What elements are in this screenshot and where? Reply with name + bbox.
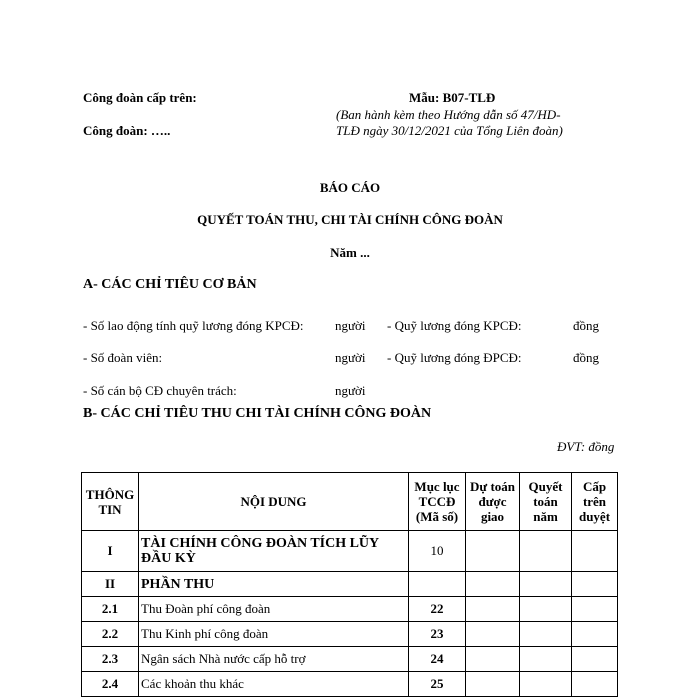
row-estimate: [466, 672, 520, 697]
dpcd-fund-unit: đồng: [573, 350, 599, 365]
header-code: Mục lục TCCĐ (Mã số): [409, 473, 466, 531]
row-estimate: [466, 572, 520, 597]
staff-count-unit: người: [335, 383, 366, 398]
row-settlement: [520, 622, 572, 647]
row-settlement: [520, 647, 572, 672]
row-stt: 2.4: [82, 672, 139, 697]
dpcd-fund-label: - Quỹ lương đóng ĐPCĐ:: [387, 350, 522, 365]
row-approved: [572, 672, 618, 697]
row-settlement: [520, 572, 572, 597]
table-row: [82, 647, 618, 672]
row-approved: [572, 597, 618, 622]
table-header-row: [82, 473, 618, 531]
unit-note: ĐVT: đồng: [557, 439, 615, 454]
row-settlement: [520, 672, 572, 697]
row-content: Thu Đoàn phí công đoàn: [139, 597, 409, 622]
row-content: PHẦN THU: [139, 572, 409, 597]
row-approved: [572, 572, 618, 597]
issued-note-line1: (Ban hành kèm theo Hướng dẫn số 47/HD-: [336, 107, 561, 122]
staff-count-label: - Số cán bộ CĐ chuyên trách:: [83, 383, 237, 398]
form-code: Mẫu: B07-TLĐ: [409, 90, 496, 105]
union-label: Công đoàn: …..: [83, 123, 171, 138]
table-row: [82, 597, 618, 622]
row-estimate: [466, 531, 520, 572]
row-stt: 2.2: [82, 622, 139, 647]
row-stt: 2.3: [82, 647, 139, 672]
report-subtitle: QUYẾT TOÁN THU, CHI TÀI CHÍNH CÔNG ĐOÀN: [197, 212, 503, 227]
row-content: Thu Kinh phí công đoàn: [139, 622, 409, 647]
row-approved: [572, 622, 618, 647]
row-settlement: [520, 531, 572, 572]
row-code: [409, 572, 466, 597]
row-code: 24: [409, 647, 466, 672]
upper-union-label: Công đoàn cấp trên:: [83, 90, 197, 105]
row-estimate: [466, 647, 520, 672]
labor-count-label: - Số lao động tính quỹ lương đóng KPCĐ:: [83, 318, 304, 333]
row-stt: II: [82, 572, 139, 597]
table-row: [82, 531, 618, 572]
kpcd-fund-unit: đồng: [573, 318, 599, 333]
member-count-unit: người: [335, 350, 366, 365]
report-year: Năm ...: [330, 245, 370, 260]
report-title: BÁO CÁO: [319, 180, 381, 195]
row-content: Các khoản thu khác: [139, 672, 409, 697]
issued-note-line2: TLĐ ngày 30/12/2021 của Tổng Liên đoàn): [336, 123, 563, 138]
row-code: 23: [409, 622, 466, 647]
row-approved: [572, 531, 618, 572]
finance-table: [81, 472, 618, 697]
section-b-heading: B- CÁC CHỈ TIÊU THU CHI TÀI CHÍNH CÔNG ĐOÀN: [83, 406, 432, 421]
header-estimate: Dự toán được giao: [466, 473, 520, 531]
header-approved: Cấp trên duyệt: [572, 473, 618, 531]
row-approved: [572, 647, 618, 672]
row-code: 10: [409, 531, 466, 572]
row-estimate: [466, 597, 520, 622]
table-row: [82, 622, 618, 647]
table-row: [82, 672, 618, 697]
section-a-heading: A- CÁC CHỈ TIÊU CƠ BẢN: [83, 277, 257, 292]
row-settlement: [520, 597, 572, 622]
header-content: NỘI DUNG: [139, 473, 409, 531]
row-content: TÀI CHÍNH CÔNG ĐOÀN TÍCH LŨY ĐẦU KỲ: [139, 531, 409, 572]
row-code: 25: [409, 672, 466, 697]
row-stt: I: [82, 531, 139, 572]
labor-count-unit: người: [335, 318, 366, 333]
kpcd-fund-label: - Quỹ lương đóng KPCĐ:: [387, 318, 522, 333]
row-content: Ngân sách Nhà nước cấp hỗ trợ: [139, 647, 409, 672]
row-estimate: [466, 622, 520, 647]
row-code: 22: [409, 597, 466, 622]
table-row: [82, 572, 618, 597]
header-info: THÔNG TIN: [82, 473, 139, 531]
header-settlement: Quyết toán năm: [520, 473, 572, 531]
row-stt: 2.1: [82, 597, 139, 622]
member-count-label: - Số đoàn viên:: [83, 350, 163, 365]
